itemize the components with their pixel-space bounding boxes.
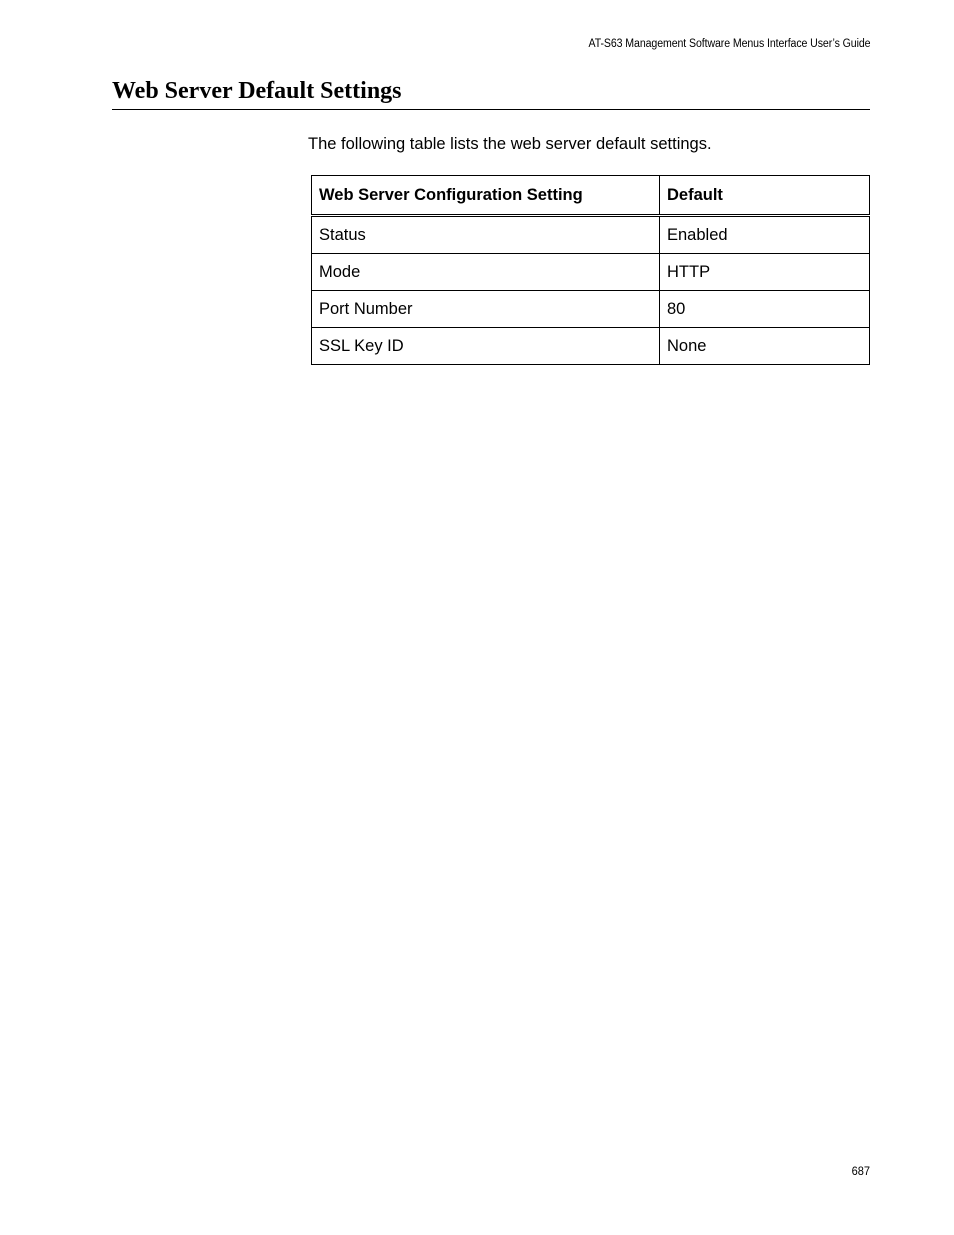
intro-paragraph: The following table lists the web server default settings. [308,135,712,153]
column-header-default: Default [660,176,870,216]
setting-cell: Status [312,216,660,254]
default-cell: None [660,328,870,365]
web-server-defaults-table [311,175,870,365]
running-header: AT-S63 Management Software Menus Interface User’s Guide [588,38,870,50]
table-header-row [312,176,870,216]
page-number: 687 [851,1164,870,1178]
default-cell: HTTP [660,254,870,291]
default-cell: Enabled [660,216,870,254]
table-row [312,254,870,291]
table-row [312,291,870,328]
default-cell: 80 [660,291,870,328]
setting-cell: Port Number [312,291,660,328]
table-row [312,216,870,254]
section-title: Web Server Default Settings [112,78,402,104]
title-rule [112,109,870,110]
table-row [312,328,870,365]
setting-cell: Mode [312,254,660,291]
setting-cell: SSL Key ID [312,328,660,365]
column-header-setting: Web Server Configuration Setting [312,176,660,216]
